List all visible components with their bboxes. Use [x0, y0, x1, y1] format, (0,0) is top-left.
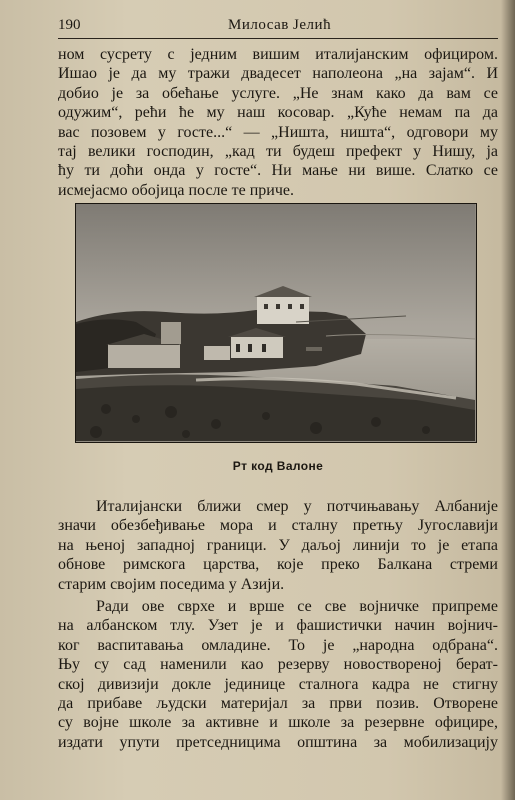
text-line: вас позовем у госте...“ — „Ништа, ништа“, одговори му [58, 123, 498, 141]
text-line: ког васпитавања омладине. То је „народна одбрана“. [58, 636, 498, 654]
text-line: одужим“, рећи ће му наш косовар. „Куће немам па да [58, 104, 498, 122]
text-line: Ради ове сврхе и врше се све војничке припреме [96, 598, 498, 615]
paragraph-2 [58, 497, 498, 594]
text-line: ћу ти доћи онда у госте“. Ни мање ни више. Слатко се [58, 162, 498, 180]
text-line: старим својим поседима у Азији. [58, 575, 285, 593]
text-line: ном сусрету с једним вишим италијанским официром. [58, 46, 498, 63]
text-line: добио је за обећање услуге. „Не знам како да вам се [58, 84, 498, 102]
photo-coastal-village-icon [76, 204, 475, 441]
page-number: 190 [58, 17, 81, 33]
figure-caption: Рт код Валоне [232, 459, 324, 473]
paragraph-1 [58, 45, 498, 200]
figure-photo [75, 203, 477, 443]
text-line: Ишао је да му тражи двадесет наполеона „на зајам“. И [58, 65, 498, 83]
text-line: на албанском тлу. Узет је и фашистички начин војнич- [58, 617, 498, 635]
paragraph-3 [58, 597, 498, 752]
text-line: исмејасмо обојица после те приче. [58, 181, 294, 199]
text-line: да прибаве људски материјал за први позив. Отворене [58, 695, 498, 713]
text-line: на њеној западној граници. У даљој линији то је етапа [58, 536, 498, 554]
text-line: значи обезбеђивање мора и сталну претњу Југославији [58, 517, 498, 535]
page-header [58, 14, 498, 39]
text-line: обнове римскога царства, које преко Балкана стреми [58, 556, 498, 574]
page-edge-shadow [501, 0, 515, 800]
text-line: Њу су сад наменили као резерву новоствореној берат- [58, 656, 498, 674]
text-line: тај велики господин, „кад ти будеш префект у Нишу, ја [58, 143, 498, 161]
text-line: издати упути претседницима општина за мобилизацију [58, 733, 498, 751]
running-head: Милосав Јелић [228, 17, 332, 33]
text-line: ској дивизији докле јединице сталнога кадра не стигну [58, 675, 498, 693]
text-line: су војне школе за активне и школе за резервне официре, [58, 714, 498, 732]
text-line: Италијански ближи смер у потчињавању Албаније [96, 498, 498, 515]
